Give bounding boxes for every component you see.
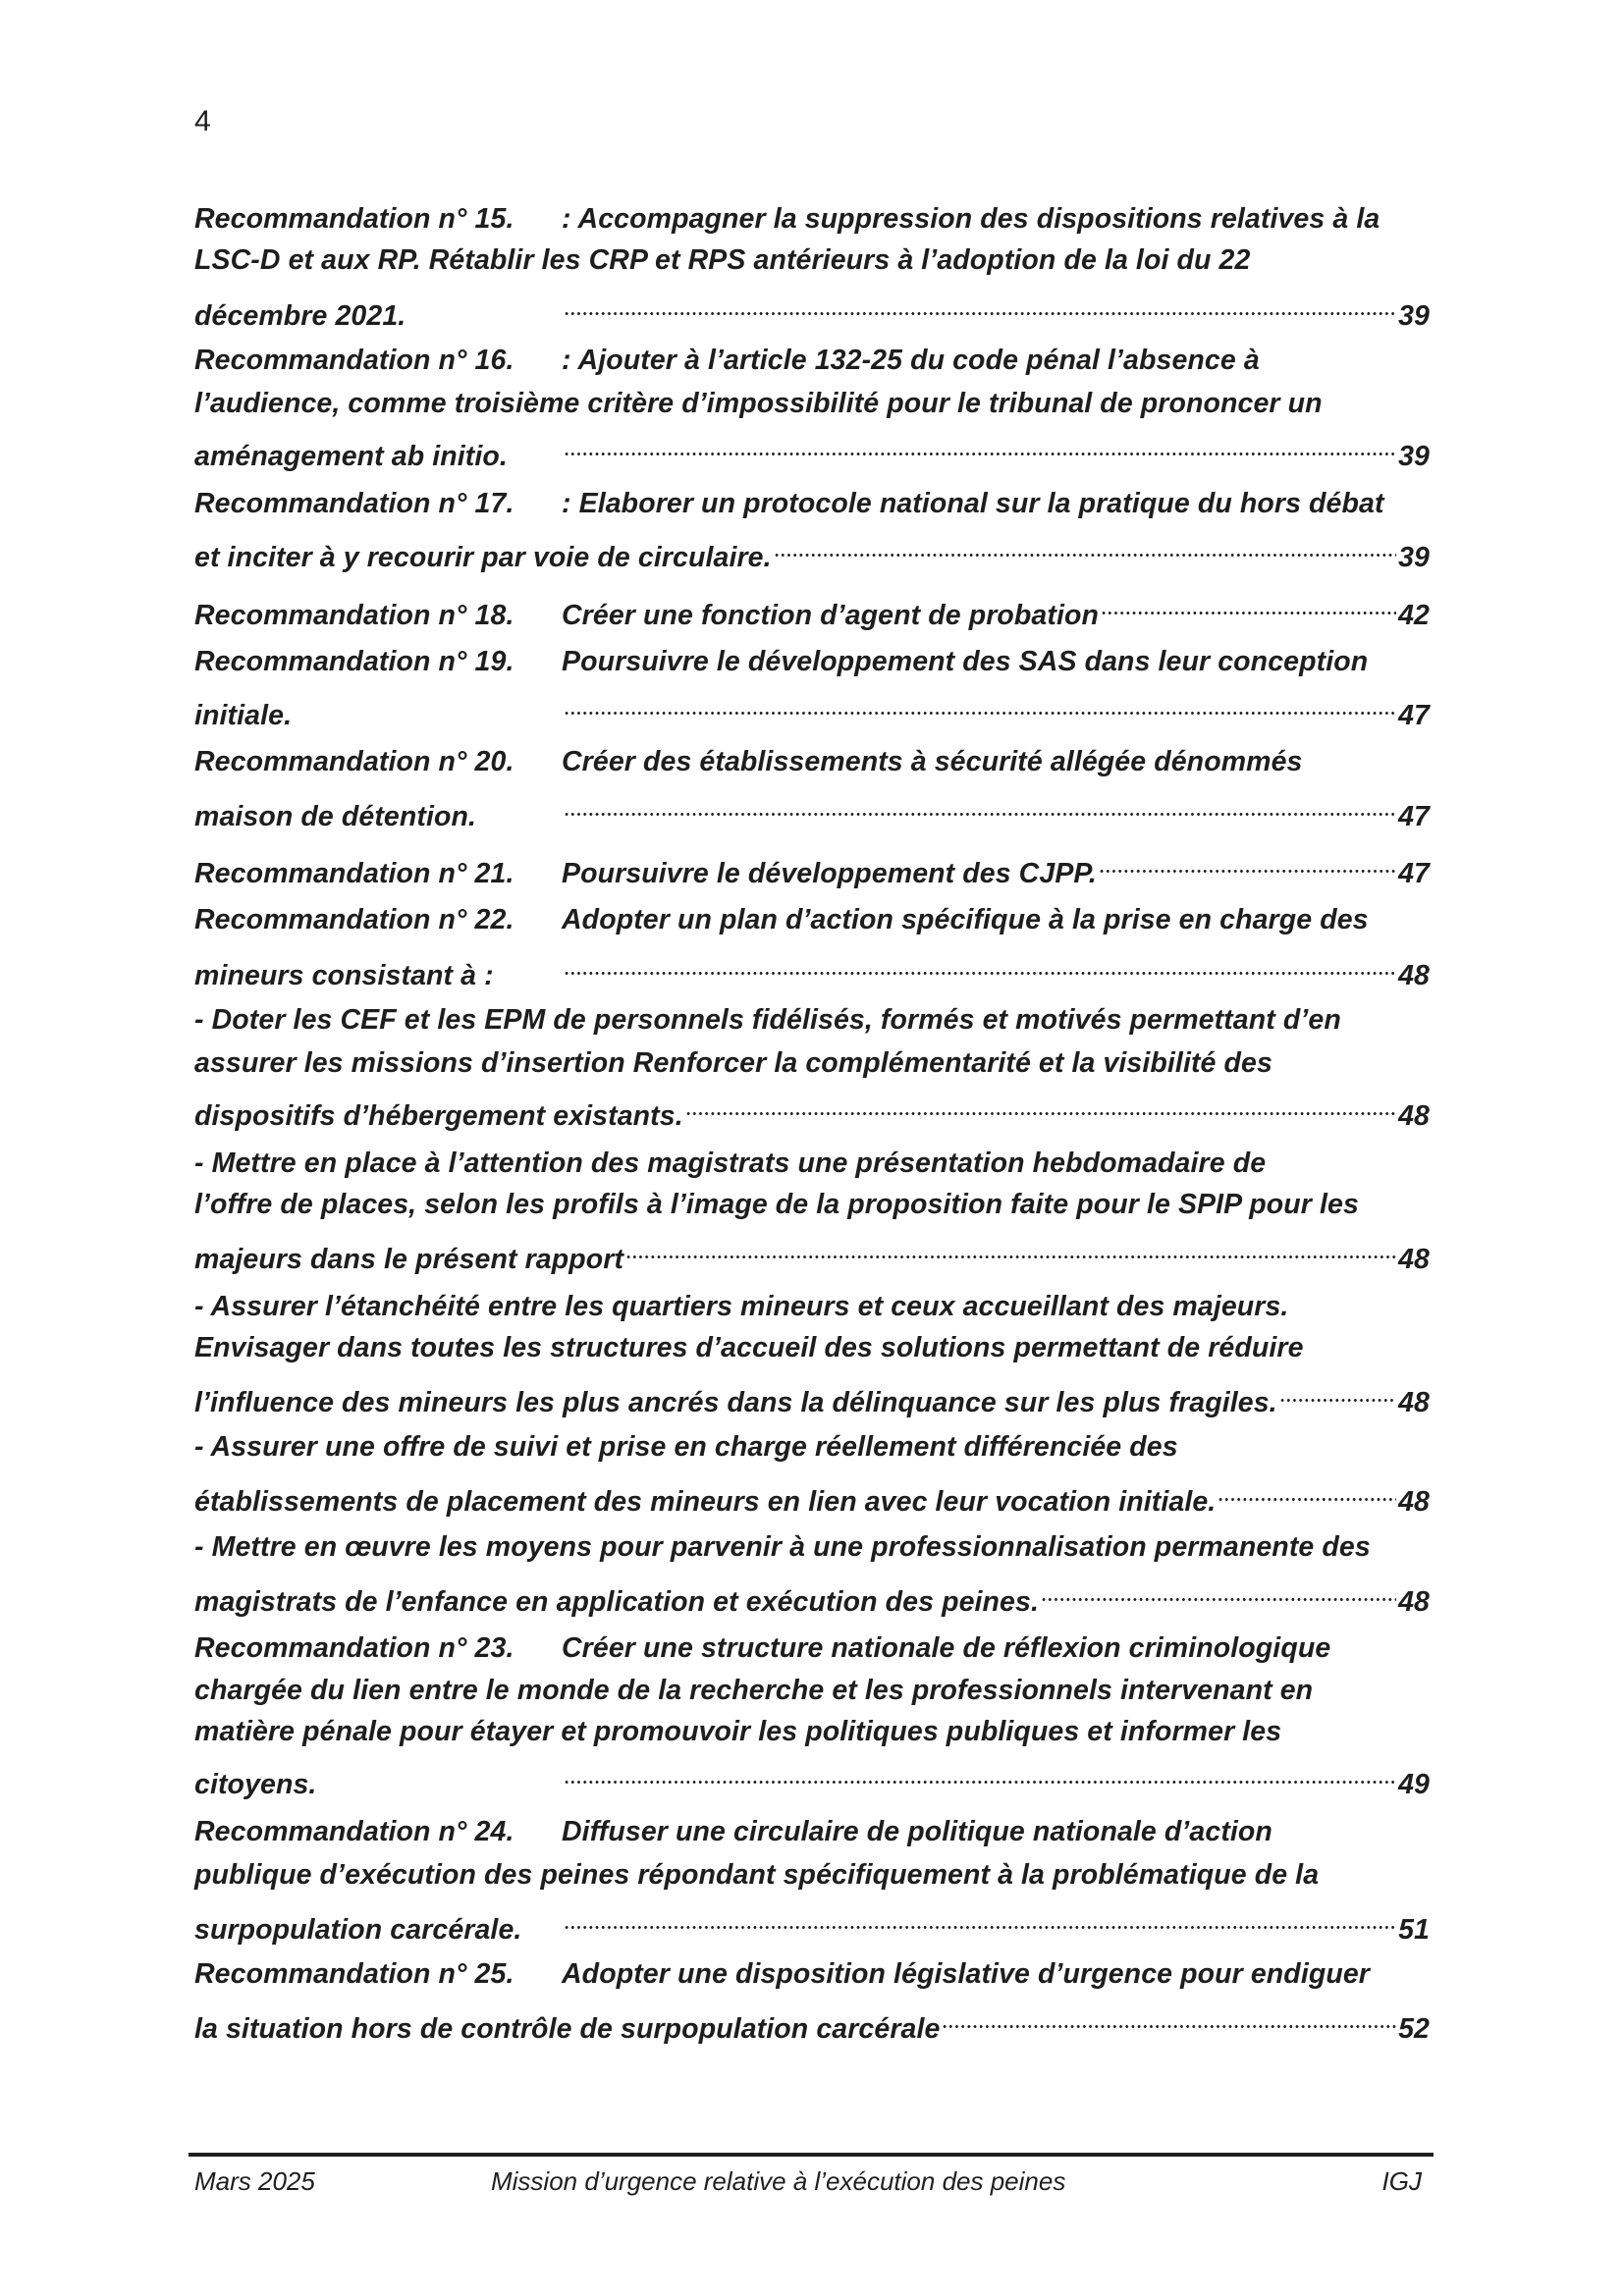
- page-reference[interactable]: 39: [1398, 300, 1430, 332]
- page-reference[interactable]: 48: [1398, 1586, 1430, 1618]
- recommendation-label: Recommandation n° 18.: [194, 600, 514, 631]
- recommendation-label: Recommandation n° 17.: [194, 488, 514, 519]
- recommendation-text: la situation hors de contrôle de surpopulation carcérale: [194, 2013, 941, 2045]
- recommendation-text: Adopter une disposition législative d’urgence pour endiguer: [562, 1958, 1370, 1990]
- recommendation-text: surpopulation carcérale.: [194, 1914, 522, 1946]
- toc-entry-24-line-2: [194, 1854, 1430, 1896]
- subitem-text: - Assurer l’étanchéité entre les quartiers mineurs et ceux accueillant des majeurs.: [194, 1291, 1289, 1322]
- subitem-text: établissements de placement des mineurs en lien avec leur vocation initiale.: [194, 1486, 1217, 1518]
- toc-entry-15-line-2: [194, 240, 1430, 281]
- recommendation-text: matière pénale pour étayer et promouvoir les politiques publiques et informer les: [194, 1716, 1282, 1747]
- page-reference[interactable]: 47: [1398, 858, 1430, 889]
- page-reference[interactable]: 42: [1398, 600, 1430, 631]
- recommendation-text: citoyens.: [194, 1769, 317, 1800]
- recommendation-text: Diffuser une circulaire de politique nationale d’action: [562, 1816, 1272, 1847]
- toc-entry-16-line-3[interactable]: [194, 424, 1430, 472]
- page-reference[interactable]: 49: [1398, 1769, 1430, 1800]
- toc-entry-23-line-3: [194, 1711, 1430, 1752]
- toc-subitem-5-line-1[interactable]: [194, 1526, 1430, 1568]
- subitem-text: dispositifs d’hébergement existants.: [194, 1100, 683, 1132]
- page-reference[interactable]: 39: [1398, 441, 1430, 472]
- toc-entry-23-line-4[interactable]: [194, 1752, 1430, 1800]
- toc-entry-17-line-2[interactable]: [194, 525, 1430, 573]
- recommendation-text: Créer une fonction d’agent de probation: [562, 600, 1099, 631]
- dot-leader: [625, 1227, 1396, 1268]
- recommendation-text: Adopter un plan d’action spécifique à la prise en charge des: [562, 904, 1369, 935]
- page-reference[interactable]: 48: [1398, 1387, 1430, 1418]
- toc-entry-23-line-1[interactable]: [194, 1628, 1430, 1669]
- toc-subitem-2-line-1[interactable]: [194, 1143, 1430, 1184]
- recommendation-label: Recommandation n° 16.: [194, 345, 514, 376]
- subitem-text: l’influence des mineurs les plus ancrés dans la délinquance sur les plus fragiles.: [194, 1387, 1277, 1418]
- recommendation-label: Recommandation n° 22.: [194, 904, 514, 935]
- subitem-text: - Assurer une offre de suivi et prise en charge réellement différenciée des: [194, 1431, 1178, 1463]
- toc-entry-16-line-2: [194, 383, 1430, 424]
- footer-organization: IGJ: [1381, 2166, 1422, 2196]
- toc-subitem-2-line-3[interactable]: [194, 1227, 1430, 1275]
- dot-leader: [564, 784, 1396, 826]
- dot-leader: [942, 1997, 1396, 2038]
- recommendation-text: : Elaborer un protocole national sur la pratique du hors débat: [562, 488, 1384, 519]
- recommendation-text: et inciter à y recourir par voie de circulaire.: [194, 542, 772, 573]
- toc-entry-20-line-2[interactable]: [194, 784, 1430, 832]
- toc-entry-15-line-3[interactable]: [194, 284, 1430, 332]
- toc-entry-20-line-1[interactable]: [194, 741, 1430, 782]
- page-number: 4: [194, 105, 211, 137]
- footer-divider: [189, 2153, 1434, 2157]
- toc-entry-16-line-1[interactable]: [194, 340, 1430, 381]
- toc-entry-22-line-1[interactable]: [194, 899, 1430, 940]
- recommendation-label: Recommandation n° 23.: [194, 1632, 514, 1664]
- subitem-text: magistrats de l’enfance en application et exécution des peines.: [194, 1586, 1039, 1618]
- recommendation-text: chargée du lien entre le monde de la recherche et les professionnels intervenant en: [194, 1675, 1314, 1706]
- page-reference[interactable]: 48: [1398, 1244, 1430, 1275]
- recommendation-text: initiale.: [194, 700, 293, 731]
- toc-subitem-5-line-2[interactable]: [194, 1570, 1430, 1618]
- dot-leader: [1099, 841, 1396, 882]
- recommendation-text: Poursuivre le développement des SAS dans leur conception: [562, 646, 1369, 677]
- recommendation-label: Recommandation n° 24.: [194, 1816, 514, 1847]
- recommendation-text: publique d’exécution des peines répondant spécifiquement à la problématique de la: [194, 1859, 1320, 1891]
- page-reference[interactable]: 51: [1398, 1914, 1430, 1946]
- recommendation-text: aménagement ab initio.: [194, 441, 508, 472]
- toc-subitem-3-line-3[interactable]: [194, 1370, 1430, 1418]
- page-reference[interactable]: 48: [1398, 960, 1430, 991]
- dot-leader: [685, 1084, 1396, 1125]
- toc-subitem-1-line-3[interactable]: [194, 1084, 1430, 1132]
- dot-leader: [564, 424, 1396, 465]
- toc-entry-22-line-2[interactable]: [194, 943, 1430, 991]
- toc-subitem-1-line-2: [194, 1042, 1430, 1084]
- subitem-text: majeurs dans le présent rapport: [194, 1244, 624, 1275]
- recommendation-label: Recommandation n° 25.: [194, 1958, 514, 1990]
- toc-subitem-4-line-2[interactable]: [194, 1469, 1430, 1518]
- toc-entry-19-line-2[interactable]: [194, 683, 1430, 731]
- toc-subitem-3-line-1[interactable]: [194, 1286, 1430, 1327]
- toc-entry-21-line-1[interactable]: [194, 841, 1430, 889]
- page-reference[interactable]: 39: [1398, 542, 1430, 573]
- subitem-text: - Mettre en œuvre les moyens pour parvenir à une professionnalisation permanente des: [194, 1531, 1371, 1563]
- page-reference[interactable]: 48: [1398, 1486, 1430, 1518]
- subitem-text: - Mettre en place à l’attention des magistrats une présentation hebdomadaire de: [194, 1148, 1267, 1179]
- subitem-text: - Doter les CEF et les EPM de personnels fidélisés, formés et motivés permettant d’en: [194, 1004, 1341, 1036]
- dot-leader: [564, 1897, 1396, 1939]
- recommendation-text: Créer des établissements à sécurité allégée dénommés: [562, 746, 1303, 777]
- subitem-text: Envisager dans toutes les structures d’accueil des solutions permettant de réduire: [194, 1332, 1304, 1363]
- page-reference[interactable]: 47: [1398, 801, 1430, 832]
- dot-leader: [564, 1752, 1396, 1793]
- toc-entry-23-line-2: [194, 1670, 1430, 1711]
- subitem-text: l’offre de places, selon les profils à l’image de la proposition faite pour le SPIP pour les: [194, 1189, 1359, 1220]
- toc-entry-25-line-1[interactable]: [194, 1953, 1430, 1995]
- toc-entry-24-line-3[interactable]: [194, 1897, 1430, 1946]
- recommendation-text: l’audience, comme troisième critère d’impossibilité pour le tribunal de prononcer un: [194, 388, 1323, 419]
- recommendation-text: : Accompagner la suppression des dispositions relatives à la: [562, 203, 1380, 235]
- dot-leader: [564, 683, 1396, 724]
- dot-leader: [564, 943, 1396, 985]
- footer-title: Mission d’urgence relative à l’exécution des peines: [491, 2166, 1066, 2196]
- dot-leader: [774, 525, 1396, 566]
- recommendation-label: Recommandation n° 20.: [194, 746, 514, 777]
- dot-leader: [1218, 1469, 1396, 1511]
- recommendation-text: mineurs consistant à :: [194, 960, 494, 991]
- recommendation-label: Recommandation n° 15.: [194, 203, 514, 235]
- recommendation-label: Recommandation n° 21.: [194, 858, 514, 889]
- toc-subitem-4-line-1[interactable]: [194, 1426, 1430, 1468]
- recommendation-label: Recommandation n° 19.: [194, 646, 514, 677]
- dot-leader: [1041, 1570, 1396, 1611]
- page-reference[interactable]: 52: [1398, 2013, 1430, 2045]
- dot-leader: [1279, 1370, 1396, 1412]
- recommendation-text: décembre 2021.: [194, 300, 406, 332]
- toc-entry-15-line-1[interactable]: [194, 198, 1430, 240]
- subitem-text: assurer les missions d’insertion Renforcer la complémentarité et la visibilité des: [194, 1047, 1272, 1079]
- footer-date: Mars 2025: [194, 2166, 315, 2196]
- recommendation-text: maison de détention.: [194, 801, 477, 832]
- toc-subitem-2-line-2: [194, 1184, 1430, 1225]
- recommendation-text: Poursuivre le développement des CJPP.: [562, 858, 1097, 889]
- toc-subitem-3-line-2: [194, 1327, 1430, 1368]
- page-reference[interactable]: 48: [1398, 1100, 1430, 1132]
- dot-leader: [564, 284, 1396, 325]
- toc-entry-17-line-1[interactable]: [194, 483, 1430, 524]
- recommendation-text: : Ajouter à l’article 132-25 du code pénal l’absence à: [562, 345, 1260, 376]
- toc-entry-19-line-1[interactable]: [194, 641, 1430, 682]
- page-footer: [189, 2164, 1428, 2198]
- toc-entry-25-line-2[interactable]: [194, 1997, 1430, 2045]
- page-reference[interactable]: 47: [1398, 700, 1430, 731]
- recommendation-text: LSC-D et aux RP. Rétablir les CRP et RPS antérieurs à l’adoption de la loi du 22: [194, 244, 1251, 276]
- toc-entry-18-line-1[interactable]: [194, 583, 1430, 631]
- dot-leader: [1101, 583, 1396, 624]
- toc-entry-24-line-1[interactable]: [194, 1811, 1430, 1852]
- toc-subitem-1-line-1[interactable]: [194, 999, 1430, 1041]
- recommendation-text: Créer une structure nationale de réflexion criminologique: [562, 1632, 1331, 1664]
